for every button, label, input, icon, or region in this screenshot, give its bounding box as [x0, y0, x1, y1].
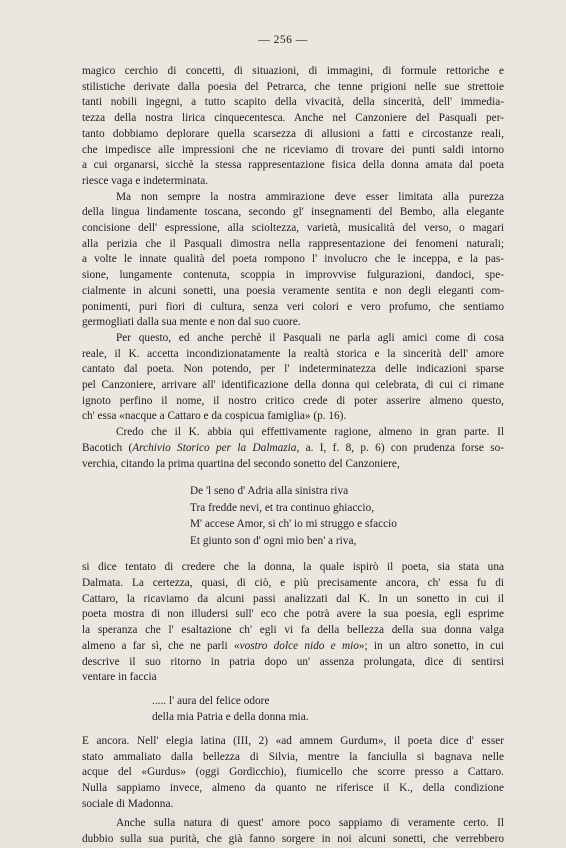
text-line: Ma non sempre la nostra ammirazione deve esser limitata alla purezza	[116, 190, 504, 203]
text-line: Cattaro, la ricaviamo da alcuni passi analizzati dal K. In un sonetto in cui il	[82, 592, 504, 605]
text-line: Anche sulla natura di quest' amore poco sappiamo di veramente certo. Il	[116, 817, 504, 830]
verse-line: della mia Patria e della donna mia.	[152, 711, 309, 724]
text-line: E ancora. Nell' elegia latina (III, 2) «ad amnem Gurdum», il poeta dice d' esser	[82, 734, 504, 747]
text-line: germogliati dalla sua mente e non dal suo cuore.	[82, 316, 301, 329]
text-line: sione, lungamente contenuta, scoppia in improvvise fulgurazioni, dandoci, spe-	[82, 269, 504, 282]
text-line: tanto dobbiamo deplorare quella scarsezza di allusioni a fatti e circostanze reali,	[82, 127, 504, 140]
text-line: poeta mostra di non illudersi sull' eco che potrà avere la sua poesia, egli esprime	[82, 608, 504, 621]
text-run: Bacotich (	[82, 441, 133, 454]
text-run: almeno a far sì, che ne parli «	[82, 639, 240, 652]
journal-title: Archivio Storico per la Dalmazia	[132, 441, 297, 454]
text-run: , a. I, f. 8, p. 6) con prudenza forse so-	[296, 441, 504, 454]
text-line: acque del «Gurdus» (oggi Gordicchio), fiumicello che scorre presso a Cattaro.	[82, 766, 504, 779]
text-line: ignoto perfino il nome, il nostro critico crede di poter asserire almeno questo,	[82, 394, 504, 407]
text-line: tanti nobili ingegni, a tutto scapito della vivacità, della sincerità, dell' immedia-	[82, 96, 504, 109]
text-line: Credo che il K. abbia qui effettivamente ragione, almeno in gran parte. Il	[116, 426, 504, 439]
text-line: che impedisce alle impressioni che ne riceviamo di trovare dei punti saldi intorno	[82, 143, 504, 156]
verse-line: Et giunto son d' ogni mio ben' a riva,	[190, 534, 357, 547]
text-line: a cui organarsi, sicchè la stessa rappresentazione fisica della donna amata dal poeta	[82, 159, 504, 172]
text-line: Per questo, ed anche perchè il Pasquali ne parla agli amici come di cosa	[116, 331, 504, 344]
verse-line: M' accese Amor, si ch' io mi struggo e sfaccio	[190, 518, 397, 531]
text-line: riesce vaga e indeterminata.	[82, 174, 209, 187]
text-line: stilistiche derivate dalla poesia del Petrarca, che tenne prigioni nelle sue strettoie	[82, 80, 504, 93]
text-line: a volte le innate qualità del poeta rompono l' involucro che le inceppa, e la pas-	[82, 253, 504, 266]
paragraph-5	[82, 560, 504, 686]
verse-line: De 'l seno d' Adria alla sinistra riva	[190, 485, 349, 498]
text-line: della lingua lindamente toscana, secondo gl' insegnamenti del Bembo, alla elegante	[82, 206, 504, 219]
text-line: descrive il suo ritorno in patria dopo un' assenza prolungata, dice di sentirsi	[82, 655, 504, 668]
paragraph-6	[82, 734, 504, 813]
text-line: pel Canzoniere, arrivare all' identificazione della donna qui celebrata, di cui ci rimane	[82, 379, 504, 392]
verse-line: Tra fredde nevi, et tra continuo ghiaccio,	[190, 501, 375, 514]
text-line: tezza della nostra lirica cinquecentesca. Anche nel Canzoniere del Pasquali per-	[82, 112, 504, 125]
text-line: magico cerchio di concetti, di situazioni, di immagini, di formule rettoriche e	[82, 65, 504, 77]
text-line: sociale di Madonna.	[82, 797, 174, 810]
text-line	[82, 639, 504, 655]
verse-quotation	[190, 483, 504, 549]
text-line: stato ammaliato dalla bellezza di Silvia, mentre la fanciulla si bagnava nelle	[82, 750, 504, 763]
text-line: cantato dal poeta. Non potendo, per l' indeterminatezza delle indicazioni sparse	[82, 363, 504, 376]
page-number: — 256 —	[258, 34, 308, 46]
text-line: dubbio sulla sua purità, che già fanno sorgere in noi alcuni sonetti, che verrebbero	[82, 833, 504, 846]
text-line: Dalmata. La certezza, quasi, di ciò, e più precisamente ancora, ch' essa fu di	[82, 576, 504, 589]
paragraph-1	[82, 64, 504, 190]
text-line: verchia, citando la prima quartina del secondo sonetto del Canzoniere,	[82, 457, 400, 470]
paragraph-3	[82, 331, 504, 425]
quoted-phrase: vostro dolce nido e mio	[239, 639, 359, 652]
paragraph-7	[82, 816, 504, 847]
text-line: la speranza che l' esaltazione ch' egli vi fa della bellezza della sua donna valga	[82, 624, 504, 637]
text-line: Nulla sappiamo invece, almeno da quanto ne riferisce il K., della condizione	[82, 782, 504, 795]
paragraph-2	[82, 190, 504, 331]
paragraph-4	[82, 425, 504, 472]
text-line: concisione dell' espressione, alla scioltezza, varietà, musicalità del verso, o magari	[82, 222, 504, 235]
text-line: ponimenti, puri fiori di cultura, senza veri colori e vero profumo, che sentiamo	[82, 300, 504, 313]
text-line: alla perizia che il Pasquali dimostra nella rappresentazione dei fenomeni naturali;	[82, 237, 504, 250]
body-text	[82, 64, 504, 848]
text-line: si dice tentato di credere che la donna, la quale ispirò il poeta, sia stata una	[82, 561, 504, 574]
verse-quotation	[152, 693, 504, 726]
verse-line: ..... l' aura del felice odore	[152, 694, 270, 707]
text-line	[82, 441, 504, 457]
text-line: ventare in faccia	[82, 671, 157, 684]
text-line: ch' essa «nacque a Cattaro e da cospicua famiglia» (p. 16).	[82, 410, 347, 423]
text-line: reale, il K. accetta incondizionatamente la realtà storica e la sincerità dell' amore	[82, 347, 504, 360]
text-run: »; in un altro sonetto, in cui	[358, 639, 504, 652]
text-line: cialmente in alcuni sonetti, una poesia veramente sentita e non degli eleganti com-	[82, 284, 504, 297]
